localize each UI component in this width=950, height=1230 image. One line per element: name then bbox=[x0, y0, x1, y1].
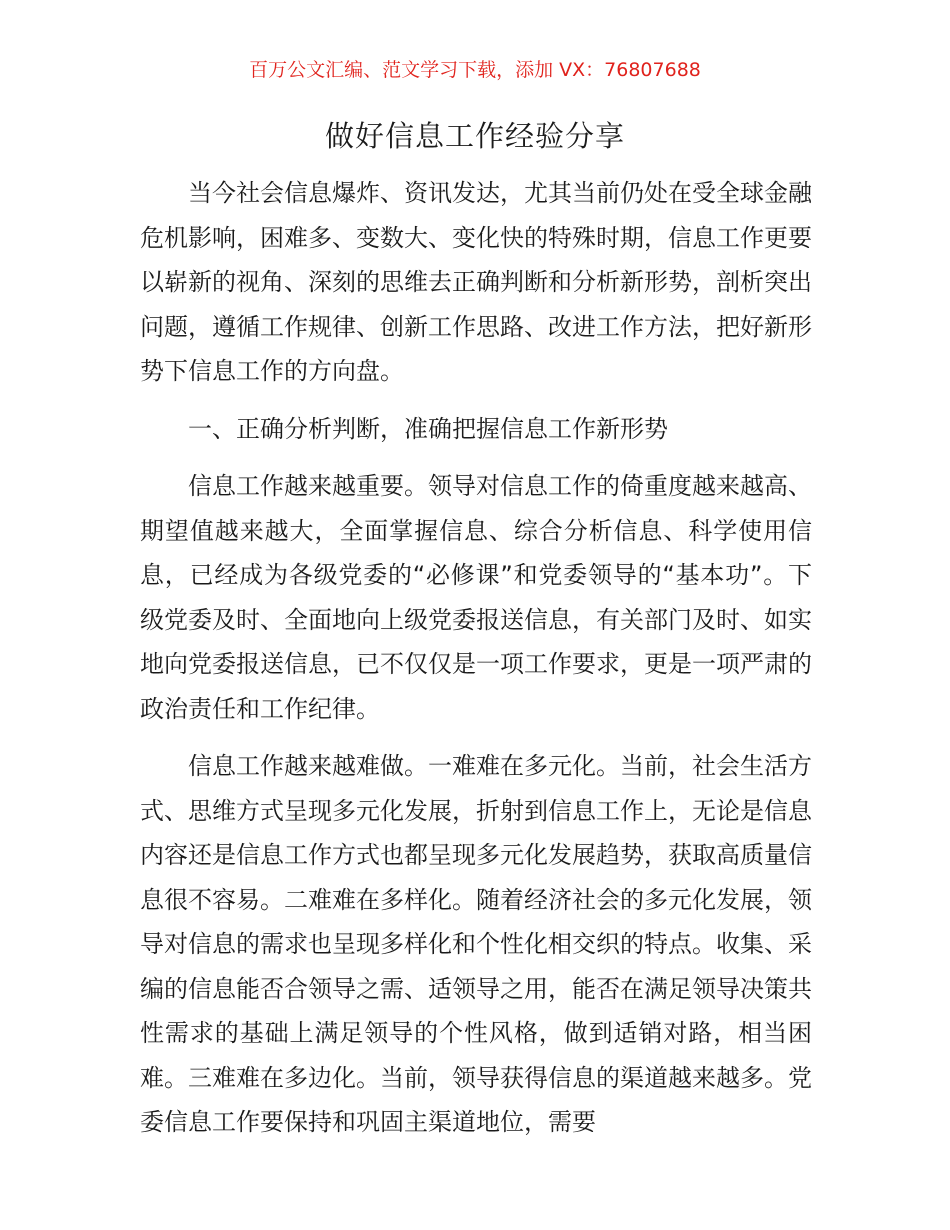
paragraph-intro: 当今社会信息爆炸、资讯发达，尤其当前仍处在受全球金融危机影响，困难多、变数大、变化快的特殊时期，信息工作更要以崭新的视角、深刻的思维去正确判断和分析新形势，剖析突出问题，遵循工作规律、创新工作思路、改进工作方法，把好新形势下信息工作的方向盘。 bbox=[140, 179, 812, 385]
header-banner: 百万公文汇编、范文学习下载，添加 VX：76807688 bbox=[249, 59, 701, 81]
document-body bbox=[140, 171, 812, 1158]
document-title: 做好信息工作经验分享 bbox=[324, 119, 625, 153]
paragraph-difficulty: 信息工作越来越难做。一难难在多元化。当前，社会生活方式、思维方式呈现多元化发展，折射到信息工作上，无论是信息内容还是信息工作方式也都呈现多元化发展趋势，获取高质量信息很不容易。二难难在多样化。随着经济社会的多元化发展，领导对信息的需求也呈现多样化和个性化相交织的特点。收集、采编的信息能否合领导之需、适领导之用，能否在满足领导决策共性需求的基础上满足领导的个性风格，做到适销对路，相当困难。三难难在多边化。当前，领导获得信息的渠道越来越多。党委信息工作要保持和巩固主渠道地位，需要 bbox=[140, 752, 812, 1136]
paragraph-importance: 信息工作越来越重要。领导对信息工作的倚重度越来越高、期望值越来越大，全面掌握信息、综合分析信息、科学使用信息，已经成为各级党委的“必修课”和党委领导的“基本功”。下级党委及时、全面地向上级党委报送信息，有关部门及时、如实地向党委报送信息，已不仅仅是一项工作要求，更是一项严肃的政治责任和工作纪律。 bbox=[140, 472, 812, 723]
section-heading-1: 一、正确分析判断，准确把握信息工作新形势 bbox=[188, 414, 668, 443]
